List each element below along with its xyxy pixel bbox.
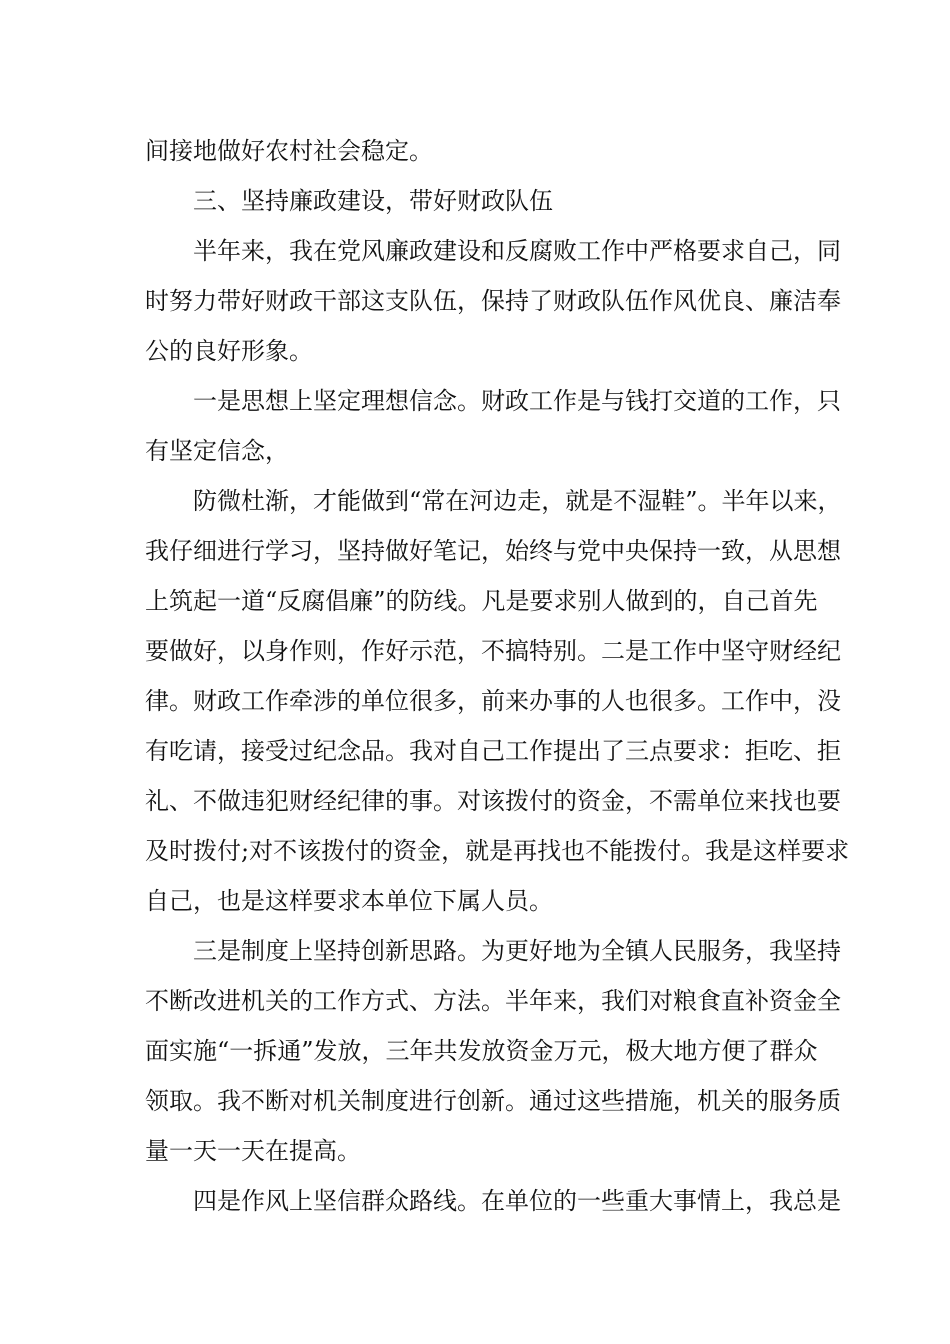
text-line: 及时拨付;对不该拨付的资金，就是再找也不能拨付。我是这样要求 — [145, 837, 850, 865]
text-line: 公的良好形象。 — [145, 337, 313, 365]
text-line: 半年来，我在党风廉政建设和反腐败工作中严格要求自己，同 — [193, 237, 841, 265]
text-line: 自己，也是这样要求本单位下属人员。 — [145, 887, 553, 915]
text-line: 上筑起一道“反腐倡廉”的防线。凡是要求别人做到的，自己首先 — [145, 587, 818, 615]
text-line: 要做好，以身作则，作好示范，不搞特别。二是工作中坚守财经纪 — [145, 637, 841, 665]
text-line: 礼、不做违犯财经纪律的事。对该拨付的资金，不需单位来找也要 — [145, 787, 841, 815]
text-line: 领取。我不断对机关制度进行创新。通过这些措施，机关的服务质 — [145, 1087, 841, 1115]
text-line: 三是制度上坚持创新思路。为更好地为全镇人民服务，我坚持 — [193, 937, 841, 965]
text-line: 我仔细进行学习，坚持做好笔记，始终与党中央保持一致，从思想 — [145, 537, 841, 565]
text-line: 一是思想上坚定理想信念。财政工作是与钱打交道的工作，只 — [193, 387, 841, 415]
text-line: 面实施“一拆通”发放，三年共发放资金万元，极大地方便了群众 — [145, 1037, 818, 1065]
text-line: 间接地做好农村社会稳定。 — [145, 137, 433, 165]
text-line: 防微杜渐，才能做到“常在河边走，就是不湿鞋”。半年以来， — [193, 487, 842, 515]
text-line: 有吃请，接受过纪念品。我对自己工作提出了三点要求：拒吃、拒 — [145, 737, 841, 765]
text-line: 有坚定信念， — [145, 437, 289, 465]
text-line: 量一天一天在提高。 — [145, 1137, 361, 1165]
section-heading: 三、坚持廉政建设，带好财政队伍 — [193, 187, 553, 215]
text-line: 不断改进机关的工作方式、方法。半年来，我们对粮食直补资金全 — [145, 987, 841, 1015]
text-line: 四是作风上坚信群众路线。在单位的一些重大事情上，我总是 — [193, 1187, 841, 1215]
text-line: 律。财政工作牵涉的单位很多，前来办事的人也很多。工作中，没 — [145, 687, 841, 715]
text-line: 时努力带好财政干部这支队伍，保持了财政队伍作风优良、廉洁奉 — [145, 287, 841, 315]
